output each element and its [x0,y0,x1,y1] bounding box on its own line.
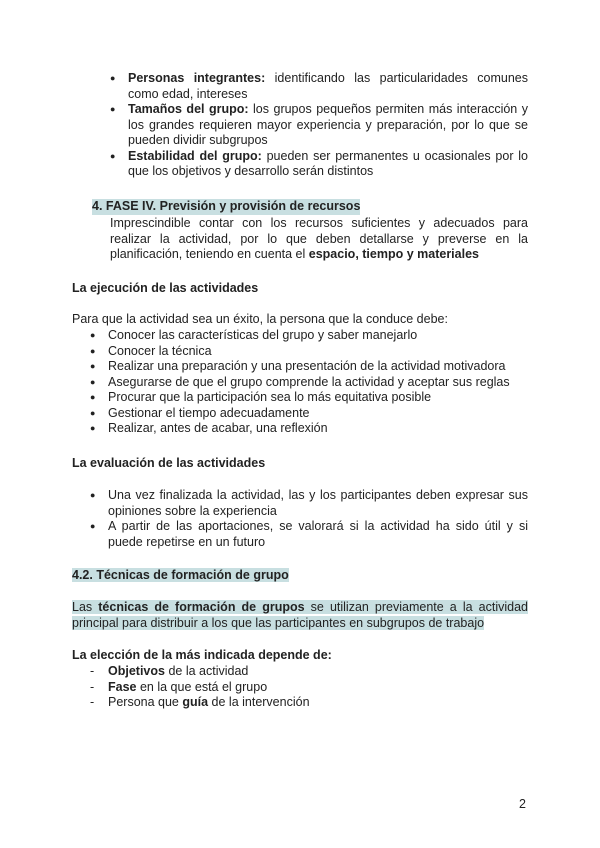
evaluation-heading: La evaluación de las actividades [72,456,266,470]
evaluation-list [108,488,528,550]
list-item: ● Conocer la técnica [108,344,528,360]
choice-heading: La elección de la más indicada depende de: [72,648,332,662]
list-item: - Persona que guía de la intervención [108,695,528,711]
list-item: ● Estabilidad del grupo: pueden ser permanentes u ocasionales por lo que los objetivos y desarrollo serán distintos [128,149,528,180]
phase4-heading: 4. FASE IV. Previsión y provisión de recursos [92,199,361,213]
list-item: ● A partir de las aportaciones, se valorará si la actividad ha sido útil y si puede repetirse en un futuro [108,519,528,550]
phase4-body: Imprescindible contar con los recursos suficientes y adecuados para realizar la actividad, por lo que deben detallarse y preverse en la planificación, teniendo en cuenta el espacio, tiempo y materiales [110,216,528,261]
list-item: ● Asegurarse de que el grupo comprende la actividad y aceptar sus reglas [108,375,528,391]
list-item: ● Una vez finalizada la actividad, las y los participantes deben expresar sus opiniones sobre la experiencia [108,488,528,519]
choice-list [108,664,528,711]
list-item: ● Tamaños del grupo: los grupos pequeños permiten más interacción y los grandes requieren mayor experiencia y preparación, por lo que se pueden dividir subgrupos [128,102,528,149]
execution-intro: Para que la actividad sea un éxito, la persona que la conduce debe: [72,312,448,326]
list-item: ● Procurar que la participación sea lo más equitativa posible [108,390,528,406]
list-item: - Fase en la que está el grupo [108,680,528,696]
section-4-2-heading: 4.2. Técnicas de formación de grupo [72,568,289,582]
group-characteristics-list [128,71,528,180]
execution-heading: La ejecución de las actividades [72,281,259,295]
list-item: ● Personas integrantes: identificando las particularidades comunes como edad, intereses [128,71,528,102]
list-item: - Objetivos de la actividad [108,664,528,680]
list-item: ● Realizar, antes de acabar, una reflexión [108,421,528,437]
section-4-2-paragraph: Las técnicas de formación de grupos se utilizan previamente a la actividad principal para distribuir a los que las participantes en subgrupos de trabajo [72,600,528,630]
list-item: ● Realizar una preparación y una presentación de la actividad motivadora [108,359,528,375]
execution-list [108,328,528,437]
page-number: 2 [519,797,526,811]
list-item: ● Conocer las características del grupo y saber manejarlo [108,328,528,344]
list-item: ● Gestionar el tiempo adecuadamente [108,406,528,422]
